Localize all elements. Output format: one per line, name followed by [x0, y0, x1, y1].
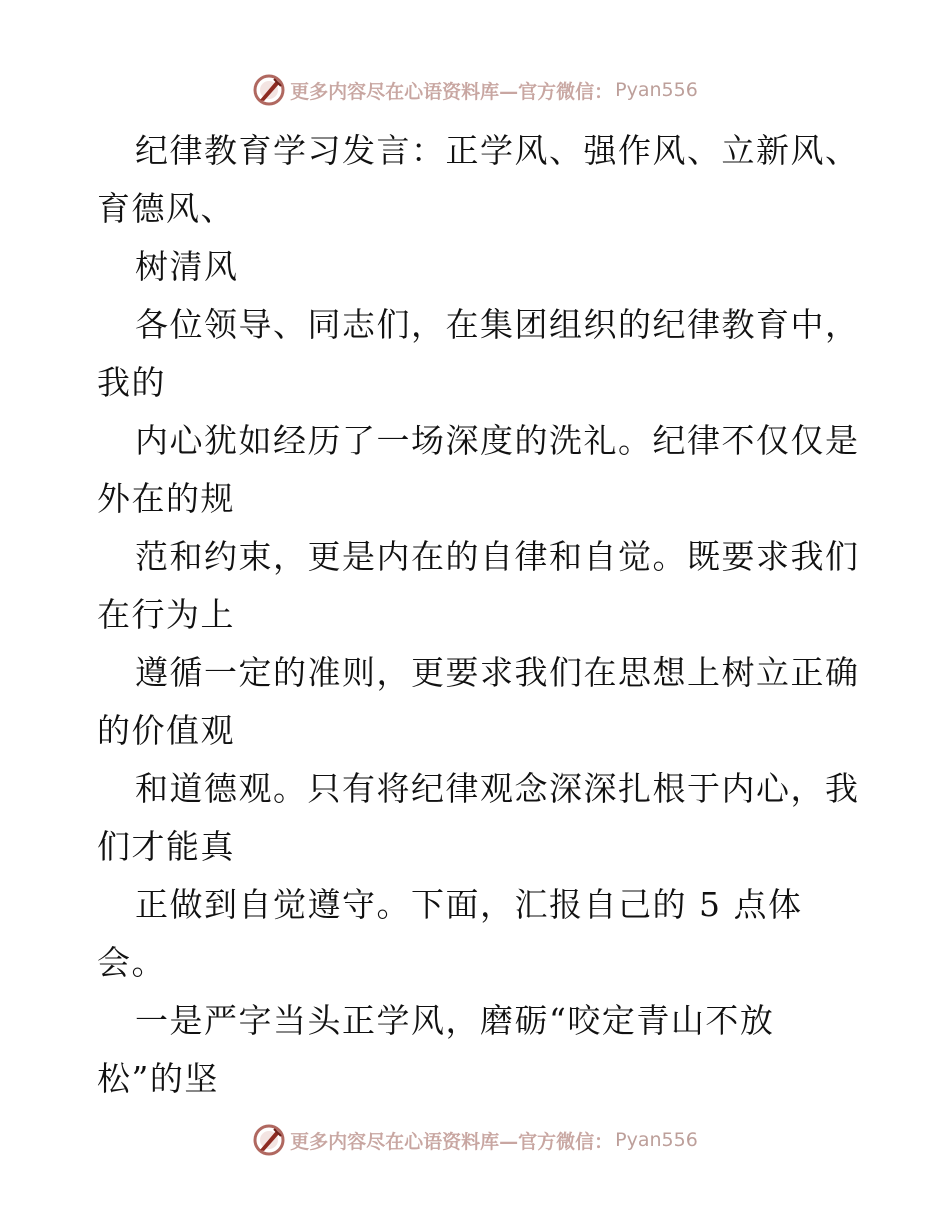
- body-line: 树清风: [135, 247, 239, 286]
- footer-banner-text: 更多内容尽在心语资料库—官方微信：: [290, 1130, 614, 1153]
- body-line: 们才能真: [97, 827, 235, 866]
- footer-banner-wechat-id: Pyan556: [615, 1129, 698, 1151]
- quill-pen-circle-icon: [252, 1123, 286, 1157]
- body-line: 范和约束，更是内在的自律和自觉。既要求我们: [135, 537, 860, 576]
- header-watermark-banner: [0, 70, 950, 110]
- body-line: 外在的规: [97, 479, 235, 518]
- body-line: 和道德观。只有将纪律观念深深扎根于内心，我: [135, 769, 860, 808]
- body-line: 各位领导、同志们，在集团组织的纪律教育中，: [135, 305, 860, 344]
- quill-pen-circle-icon: [252, 73, 286, 107]
- body-line: 松”的坚: [97, 1059, 219, 1098]
- header-banner-wechat-id: Pyan556: [615, 79, 698, 101]
- body-line: 育德风、: [97, 189, 235, 228]
- document-body: [97, 122, 860, 1108]
- body-line: 正做到自觉遵守。下面，汇报自己的 5 点体: [135, 885, 803, 924]
- body-line: 会。: [97, 943, 166, 982]
- footer-watermark-banner: [0, 1120, 950, 1160]
- header-banner-text: 更多内容尽在心语资料库—官方微信：: [290, 80, 614, 103]
- body-line: 一是严字当头正学风，磨砺“咬定青山不放: [135, 1001, 775, 1040]
- body-line: 我的: [97, 363, 166, 402]
- body-line: 纪律教育学习发言：正学风、强作风、立新风、: [135, 131, 860, 170]
- body-line: 在行为上: [97, 595, 235, 634]
- body-line: 内心犹如经历了一场深度的洗礼。纪律不仅仅是: [135, 421, 860, 460]
- body-line: 遵循一定的准则，更要求我们在思想上树立正确: [135, 653, 860, 692]
- body-line: 的价值观: [97, 711, 235, 750]
